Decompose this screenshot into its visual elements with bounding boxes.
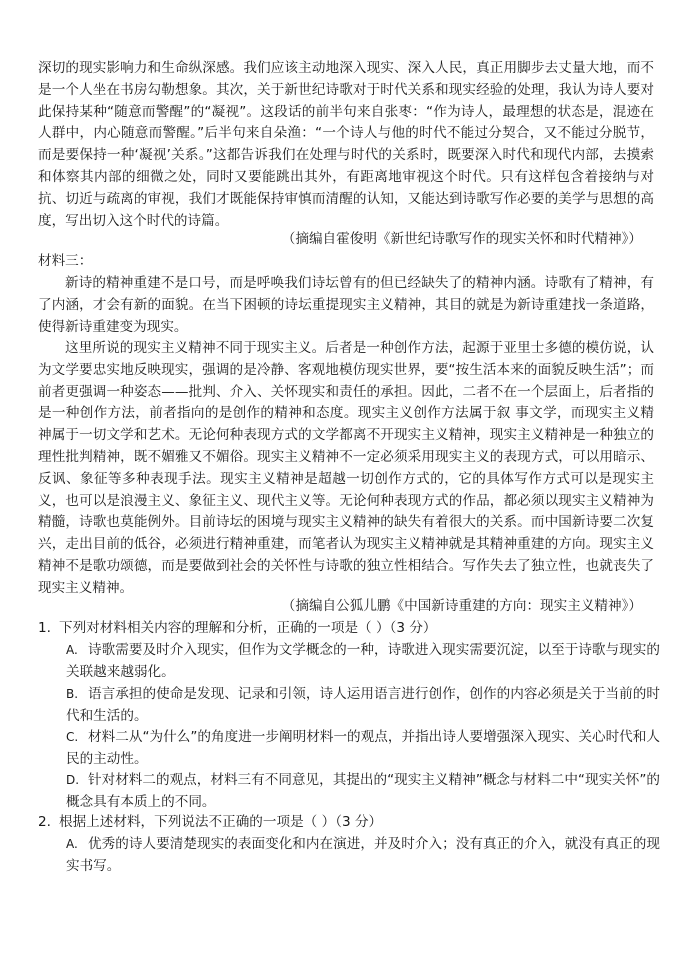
source-citation-2: （摘编自公狐儿鹏《中国新诗重建的方向：现实主义精神》） [281, 598, 642, 614]
question-1-stem [38, 618, 654, 640]
material3-heading: 材料三： [38, 253, 93, 269]
question-2-option-a[interactable] [38, 834, 660, 878]
option-label: A. [66, 643, 78, 657]
question-2-stem [38, 812, 654, 834]
question-1-option-b[interactable] [38, 684, 660, 728]
paragraph-material3-1: 新诗的精神重建不是口号，而是呼唤我们诗坛曾有的但已经缺失了的精神内涵。诗歌有了精神，有了内涵，才会有新的面貌。在当下困顿的诗坛重提现实主义精神，其目的就是为新诗重建找一条道路，使得新诗重建变为现实。 [38, 275, 654, 335]
option-label: C. [66, 730, 79, 744]
paragraph-material2-end: 深切的现实影响力和生命纵深感。我们应该主动地深入现实、深入人民，真正用脚步去丈量大地，而不是一个人坐在书房勾勒想象。其次，关于新世纪诗歌对于时代关系和现实经验的处理，我认为诗人要对此保持某种“随意而警醒”的“凝视”。这段话的前半句来自张枣：“作为诗人，最理想的状态是，混迹在人群中，内心随意而警醒。”后半句来自朵渔：“一个诗人与他的时代不能过分契合，又不能过分脱节，而是要保持一种‘凝视’关系。”这都告诉我们在处理与时代的关系时，既要深入时代和现代内部，去摸索和体察其内部的细微之处，同时又要能跳出其外，有距离地审视这个时代。只有这样包含着接纳与对抗、切近与疏离的审视，我们才既能保持审慎而清醒的认知，又能达到诗歌写作必要的美学与思想的高度，写出切入这个时代的诗篇。 [38, 60, 654, 229]
question-number: 2. [38, 814, 51, 830]
option-text: 优秀的诗人要清楚现实的表面变化和内在演进，并及时介入；没有真正的介入，就没有真正的现实书写。 [66, 836, 660, 874]
question-1-option-a[interactable] [38, 640, 660, 684]
option-label: D. [66, 773, 80, 787]
question-text: 下列对材料相关内容的理解和分析，正确的一项是（ ）（3 分） [59, 620, 437, 636]
option-text: 诗歌需要及时介入现实，但作为文学概念的一种，诗歌进入现实需要沉淀，以至于诗歌与现实的关联越来越弱化。 [66, 642, 660, 680]
option-text: 针对材料二的观点，材料三有不同意见，其提出的“现实主义精神”概念与材料二中“现实关怀”的概念具有本质上的不同。 [66, 772, 660, 810]
question-number: 1. [38, 620, 51, 636]
option-label: A. [66, 837, 78, 851]
option-text: 材料二从“为什么”的角度进一步阐明材料一的观点，并指出诗人要增强深入现实、关心时代和人民的主动性。 [66, 729, 660, 767]
question-1-option-d[interactable] [38, 770, 660, 814]
question-1-option-c[interactable] [38, 727, 660, 771]
source-citation-1: （摘编自霍俊明《新世纪诗歌写作的现实关怀和时代精神》） [281, 231, 642, 247]
question-text: 根据上述材料，下列说法不正确的一项是（ ）（3 分） [59, 814, 383, 830]
option-label: B. [66, 687, 79, 701]
paragraph-material3-2: 这里所说的现实主义精神不同于现实主义。后者是一种创作方法，起源于亚里士多德的模仿说，认为文学要忠实地反映现实，强调的是冷静、客观地模仿现实世界，要“按生活本来的面貌反映生活”；而前者更强调一种姿态——批判、介入、关怀现实和责任的承担。因此，二者不在一个层面上，后者指的是一种创作方法，前者指向的是创作的精神和态度。现实主义创作方法属于叙 事文学，而现实主义精神属于一切文学和艺术。无论何种表现方式的文学都离不开现实主义精神，现实主义精神是一种独立的理性批判精神，既不媚雅又不媚俗。现实主义精神不一定必须采用现实主义的表现方式，可以用暗示、反讽、象征等多种表现手法。现实主义精神是超越一切创作方式的，它的具体写作方式可以是现实主义，也可以是浪漫主义、象征主义、现代主义等。无论何种表现方式的作品，都必须以现实主义精神为精髓，诗歌也莫能例外。目前诗坛的困境与现实主义精神的缺失有着很大的关系。而中国新诗要二次复兴，走出目前的低谷，必须进行精神重建，而笔者认为现实主义精神就是其精神重建的方向。现实主义精神不是歌功颂德，而是要做到社会的关怀性与诗歌的独立性相结合。写作失去了独立性，也就丧失了现实主义精神。 [38, 340, 654, 596]
option-text: 语言承担的使命是发现、记录和引领，诗人运用语言进行创作，创作的内容必须是关于当前的时代和生活的。 [66, 686, 660, 724]
